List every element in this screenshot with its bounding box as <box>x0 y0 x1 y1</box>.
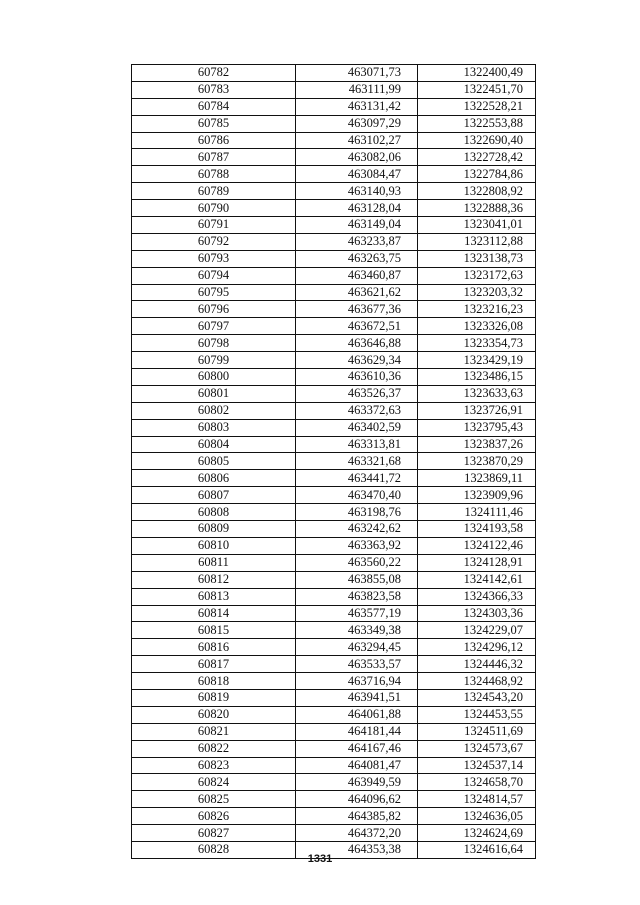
y-coordinate-cell: 1323909,96 <box>418 487 536 504</box>
table-row <box>132 487 536 504</box>
table-row <box>132 673 536 690</box>
x-coordinate-cell: 463084,47 <box>296 166 418 183</box>
x-coordinate-cell: 463610,36 <box>296 369 418 386</box>
table-row <box>132 166 536 183</box>
x-coordinate-cell: 463855,08 <box>296 571 418 588</box>
y-coordinate-cell: 1324624,69 <box>418 825 536 842</box>
table-row <box>132 537 536 554</box>
table-row <box>132 301 536 318</box>
table-row <box>132 436 536 453</box>
table-row <box>132 605 536 622</box>
point-id-cell: 60819 <box>132 689 296 706</box>
table-row <box>132 774 536 791</box>
table-row <box>132 318 536 335</box>
x-coordinate-cell: 463402,59 <box>296 419 418 436</box>
point-id-cell: 60791 <box>132 217 296 234</box>
point-id-cell: 60821 <box>132 723 296 740</box>
x-coordinate-cell: 463577,19 <box>296 605 418 622</box>
point-id-cell: 60785 <box>132 115 296 132</box>
x-coordinate-cell: 464096,62 <box>296 791 418 808</box>
x-coordinate-cell: 463149,04 <box>296 217 418 234</box>
y-coordinate-cell: 1324366,33 <box>418 588 536 605</box>
x-coordinate-cell: 464181,44 <box>296 723 418 740</box>
x-coordinate-cell: 464385,82 <box>296 808 418 825</box>
point-id-cell: 60799 <box>132 352 296 369</box>
y-coordinate-cell: 1324122,46 <box>418 537 536 554</box>
x-coordinate-cell: 464081,47 <box>296 757 418 774</box>
x-coordinate-cell: 464167,46 <box>296 740 418 757</box>
point-id-cell: 60813 <box>132 588 296 605</box>
point-id-cell: 60800 <box>132 369 296 386</box>
y-coordinate-cell: 1323726,91 <box>418 402 536 419</box>
y-coordinate-cell: 1324111,46 <box>418 504 536 521</box>
point-id-cell: 60825 <box>132 791 296 808</box>
y-coordinate-cell: 1324303,36 <box>418 605 536 622</box>
x-coordinate-cell: 463621,62 <box>296 284 418 301</box>
y-coordinate-cell: 1323138,73 <box>418 250 536 267</box>
point-id-cell: 60811 <box>132 554 296 571</box>
table-row <box>132 369 536 386</box>
table-row <box>132 808 536 825</box>
x-coordinate-cell: 464372,20 <box>296 825 418 842</box>
x-coordinate-cell: 463677,36 <box>296 301 418 318</box>
coordinates-table <box>131 64 536 859</box>
x-coordinate-cell: 463071,73 <box>296 65 418 82</box>
x-coordinate-cell: 463533,57 <box>296 656 418 673</box>
table-row <box>132 453 536 470</box>
point-id-cell: 60784 <box>132 98 296 115</box>
y-coordinate-cell: 1322784,86 <box>418 166 536 183</box>
y-coordinate-cell: 1323837,26 <box>418 436 536 453</box>
x-coordinate-cell: 464061,88 <box>296 706 418 723</box>
point-id-cell: 60803 <box>132 419 296 436</box>
x-coordinate-cell: 463716,94 <box>296 673 418 690</box>
point-id-cell: 60792 <box>132 233 296 250</box>
point-id-cell: 60822 <box>132 740 296 757</box>
x-coordinate-cell: 463672,51 <box>296 318 418 335</box>
table-row <box>132 335 536 352</box>
y-coordinate-cell: 1323172,63 <box>418 267 536 284</box>
y-coordinate-cell: 1323869,11 <box>418 470 536 487</box>
x-coordinate-cell: 463242,62 <box>296 521 418 538</box>
y-coordinate-cell: 1324537,14 <box>418 757 536 774</box>
page-number: 1331 <box>307 853 333 865</box>
y-coordinate-cell: 1324814,57 <box>418 791 536 808</box>
point-id-cell: 60815 <box>132 622 296 639</box>
y-coordinate-cell: 1322528,21 <box>418 98 536 115</box>
point-id-cell: 60787 <box>132 149 296 166</box>
x-coordinate-cell: 463102,27 <box>296 132 418 149</box>
point-id-cell: 60807 <box>132 487 296 504</box>
y-coordinate-cell: 1323326,08 <box>418 318 536 335</box>
y-coordinate-cell: 1322728,42 <box>418 149 536 166</box>
y-coordinate-cell: 1322808,92 <box>418 183 536 200</box>
x-coordinate-cell: 463198,76 <box>296 504 418 521</box>
table-row <box>132 791 536 808</box>
point-id-cell: 60806 <box>132 470 296 487</box>
y-coordinate-cell: 1322888,36 <box>418 200 536 217</box>
y-coordinate-cell: 1323354,73 <box>418 335 536 352</box>
point-id-cell: 60796 <box>132 301 296 318</box>
x-coordinate-cell: 463363,92 <box>296 537 418 554</box>
x-coordinate-cell: 463823,58 <box>296 588 418 605</box>
y-coordinate-cell: 1323429,19 <box>418 352 536 369</box>
table-row <box>132 757 536 774</box>
point-id-cell: 60816 <box>132 639 296 656</box>
y-coordinate-cell: 1324229,07 <box>418 622 536 639</box>
table-row <box>132 200 536 217</box>
table-row <box>132 183 536 200</box>
x-coordinate-cell: 463629,34 <box>296 352 418 369</box>
point-id-cell: 60824 <box>132 774 296 791</box>
x-coordinate-cell: 464353,38 <box>296 841 418 858</box>
table-row <box>132 622 536 639</box>
point-id-cell: 60812 <box>132 571 296 588</box>
point-id-cell: 60793 <box>132 250 296 267</box>
point-id-cell: 60786 <box>132 132 296 149</box>
x-coordinate-cell: 463349,38 <box>296 622 418 639</box>
point-id-cell: 60820 <box>132 706 296 723</box>
table-row <box>132 740 536 757</box>
table-row <box>132 419 536 436</box>
point-id-cell: 60809 <box>132 521 296 538</box>
table-row <box>132 149 536 166</box>
table-row <box>132 352 536 369</box>
x-coordinate-cell: 463128,04 <box>296 200 418 217</box>
y-coordinate-cell: 1322400,49 <box>418 65 536 82</box>
point-id-cell: 60818 <box>132 673 296 690</box>
x-coordinate-cell: 463082,06 <box>296 149 418 166</box>
coordinates-table-body <box>132 65 536 859</box>
table-row <box>132 98 536 115</box>
table-row <box>132 825 536 842</box>
point-id-cell: 60828 <box>132 841 296 858</box>
x-coordinate-cell: 463941,51 <box>296 689 418 706</box>
y-coordinate-cell: 1324511,69 <box>418 723 536 740</box>
y-coordinate-cell: 1323041,01 <box>418 217 536 234</box>
table-row <box>132 267 536 284</box>
y-coordinate-cell: 1324616,64 <box>418 841 536 858</box>
y-coordinate-cell: 1324296,12 <box>418 639 536 656</box>
point-id-cell: 60802 <box>132 402 296 419</box>
point-id-cell: 60805 <box>132 453 296 470</box>
table-row <box>132 470 536 487</box>
y-coordinate-cell: 1324142,61 <box>418 571 536 588</box>
x-coordinate-cell: 463131,42 <box>296 98 418 115</box>
point-id-cell: 60804 <box>132 436 296 453</box>
y-coordinate-cell: 1322690,40 <box>418 132 536 149</box>
x-coordinate-cell: 463233,87 <box>296 233 418 250</box>
table-row <box>132 571 536 588</box>
y-coordinate-cell: 1323112,88 <box>418 233 536 250</box>
point-id-cell: 60789 <box>132 183 296 200</box>
y-coordinate-cell: 1324468,92 <box>418 673 536 690</box>
point-id-cell: 60794 <box>132 267 296 284</box>
x-coordinate-cell: 463460,87 <box>296 267 418 284</box>
table-row <box>132 81 536 98</box>
x-coordinate-cell: 463560,22 <box>296 554 418 571</box>
x-coordinate-cell: 463949,59 <box>296 774 418 791</box>
table-row <box>132 588 536 605</box>
table-row <box>132 284 536 301</box>
y-coordinate-cell: 1324128,91 <box>418 554 536 571</box>
y-coordinate-cell: 1322451,70 <box>418 81 536 98</box>
y-coordinate-cell: 1324193,58 <box>418 521 536 538</box>
x-coordinate-cell: 463470,40 <box>296 487 418 504</box>
point-id-cell: 60798 <box>132 335 296 352</box>
point-id-cell: 60790 <box>132 200 296 217</box>
table-row <box>132 521 536 538</box>
y-coordinate-cell: 1324658,70 <box>418 774 536 791</box>
y-coordinate-cell: 1324446,32 <box>418 656 536 673</box>
point-id-cell: 60810 <box>132 537 296 554</box>
table-row <box>132 689 536 706</box>
point-id-cell: 60826 <box>132 808 296 825</box>
y-coordinate-cell: 1324573,67 <box>418 740 536 757</box>
y-coordinate-cell: 1324453,55 <box>418 706 536 723</box>
table-row <box>132 402 536 419</box>
point-id-cell: 60817 <box>132 656 296 673</box>
y-coordinate-cell: 1322553,88 <box>418 115 536 132</box>
y-coordinate-cell: 1324636,05 <box>418 808 536 825</box>
table-row <box>132 385 536 402</box>
table-row <box>132 65 536 82</box>
point-id-cell: 60814 <box>132 605 296 622</box>
table-row <box>132 233 536 250</box>
point-id-cell: 60827 <box>132 825 296 842</box>
x-coordinate-cell: 463140,93 <box>296 183 418 200</box>
point-id-cell: 60797 <box>132 318 296 335</box>
x-coordinate-cell: 463263,75 <box>296 250 418 267</box>
table-row <box>132 115 536 132</box>
point-id-cell: 60795 <box>132 284 296 301</box>
point-id-cell: 60788 <box>132 166 296 183</box>
y-coordinate-cell: 1323795,43 <box>418 419 536 436</box>
table-row <box>132 250 536 267</box>
point-id-cell: 60823 <box>132 757 296 774</box>
x-coordinate-cell: 463097,29 <box>296 115 418 132</box>
y-coordinate-cell: 1323633,63 <box>418 385 536 402</box>
x-coordinate-cell: 463646,88 <box>296 335 418 352</box>
x-coordinate-cell: 463441,72 <box>296 470 418 487</box>
table-row <box>132 132 536 149</box>
y-coordinate-cell: 1323486,15 <box>418 369 536 386</box>
x-coordinate-cell: 463313,81 <box>296 436 418 453</box>
table-row <box>132 639 536 656</box>
table-row <box>132 217 536 234</box>
table-row <box>132 723 536 740</box>
x-coordinate-cell: 463294,45 <box>296 639 418 656</box>
y-coordinate-cell: 1323203,32 <box>418 284 536 301</box>
x-coordinate-cell: 463372,63 <box>296 402 418 419</box>
table-row <box>132 656 536 673</box>
point-id-cell: 60782 <box>132 65 296 82</box>
point-id-cell: 60801 <box>132 385 296 402</box>
x-coordinate-cell: 463321,68 <box>296 453 418 470</box>
y-coordinate-cell: 1324543,20 <box>418 689 536 706</box>
table-row <box>132 554 536 571</box>
y-coordinate-cell: 1323216,23 <box>418 301 536 318</box>
point-id-cell: 60808 <box>132 504 296 521</box>
table-row <box>132 504 536 521</box>
table-row <box>132 706 536 723</box>
point-id-cell: 60783 <box>132 81 296 98</box>
y-coordinate-cell: 1323870,29 <box>418 453 536 470</box>
x-coordinate-cell: 463111,99 <box>296 81 418 98</box>
x-coordinate-cell: 463526,37 <box>296 385 418 402</box>
